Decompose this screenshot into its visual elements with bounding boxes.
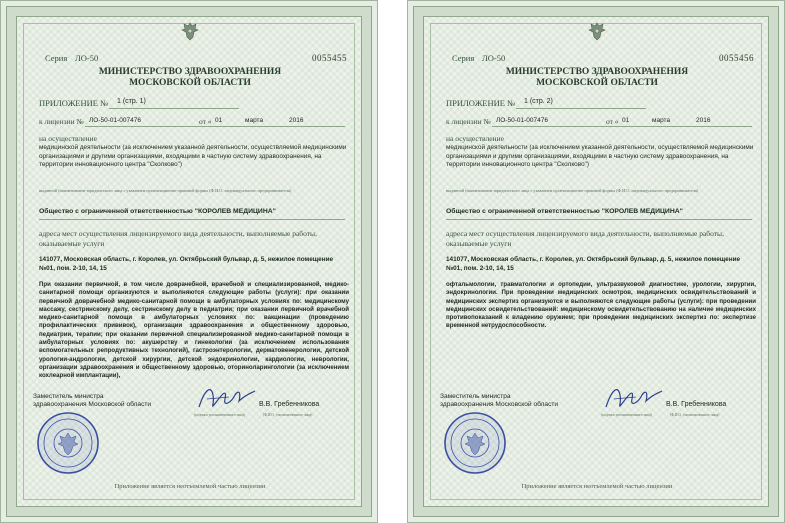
document-number: 0055456: [719, 53, 754, 63]
signatory-position: Заместитель министра здравоохранения Московской области: [33, 393, 152, 408]
series-label: Серия: [452, 53, 475, 63]
address-text: 141077, Московская область, г. Королев, ул. Октябрьский бульвар, д. 5, нежилое помещение №01, пом. 2-10, 14, 15: [446, 256, 741, 272]
ministry-line-2: МОСКОВСКОЙ ОБЛАСТИ: [536, 78, 658, 88]
stamp-icon: [36, 411, 100, 475]
works-text: При оказании первичной, в том числе доврачебной, врачебной и специализированной, медико-санитарной помощи организуются и выполняются следующие работы (услуги): при оказании первичной доврачебной медико-санитарной помощи в амбулаторных условиях по: медицинскому массажу, сестринскому делу, сестринскому делу в педиатрии; при оказании первичной врачебной медико-санитарной помощи в амбулаторных условиях по: вакцинации (проведению профилактических прививок), организации здравоохранения и общественному здоровью, педиатрии, терапии; при оказании первичной специализированной медико-санитарной помощи в амбулаторных условиях по: акушерству и гинекологии (за исключением использования вспомогательных репродуктивных технологий), гастроэнтерологии, дерматовенерологии, детской урологии-андрологии, детской хирургии, детской эндокринологии, кардиологии, неврологии, организации здравоохранения и общественному здоровью, оториноларингологии (за исключением кохлеарной имплантации),: [39, 281, 349, 380]
ministry-heading: [31, 67, 349, 89]
organization-name: Общество с ограниченной ответственностью "КОРОЛЕВ МЕДИЦИНА": [39, 208, 276, 215]
ministry-line-2: МОСКОВСКОЙ ОБЛАСТИ: [129, 78, 251, 88]
license-appendix-sheet-page-2: [407, 0, 785, 523]
activity-label: на осуществление: [39, 134, 97, 143]
year-value: 2016: [289, 117, 304, 124]
signatory-position: Заместитель министра здравоохранения Московской области: [440, 393, 559, 408]
footer-note: Приложение является неотъемлемой частью лицензии: [114, 483, 266, 490]
ministry-heading: [438, 67, 756, 89]
crest-icon: [588, 21, 606, 41]
month-value: марта: [245, 117, 264, 124]
license-label: к лицензии №: [446, 117, 491, 126]
places-label: адреса мест осуществления лицензируемого вида деятельности, выполняемые работы, оказываемые услуги: [39, 229, 317, 248]
from-label: от «: [199, 117, 212, 126]
appendix-label: ПРИЛОЖЕНИЕ №: [446, 98, 516, 108]
from-label: от «: [606, 117, 619, 126]
day-value: 01: [215, 117, 223, 124]
ministry-line-1: МИНИСТЕРСТВО ЗДРАВООХРАНЕНИЯ: [505, 67, 689, 77]
organization-rule: [39, 219, 345, 220]
license-rule: [85, 126, 345, 127]
day-value: 01: [622, 117, 630, 124]
appendix-value: 1 (стр. 2): [524, 98, 553, 105]
year-value: 2016: [696, 117, 711, 124]
footer-note: Приложение является неотъемлемой частью лицензии: [521, 483, 673, 490]
activity-text: медицинской деятельности (за исключением указанной деятельности, осуществляемой медицинскими организациями и другими организациями, входящими в частную систему здравоохранения, на территории инновационного центра "Сколково"): [446, 144, 754, 169]
name-caption: (Ф.И.О. уполномоченного лица): [670, 413, 720, 417]
issued-caption: выданной (наименование юридического лица с указанием организационно-правовой формы (Ф.И.О. индивидуального предпринимателя): [446, 188, 699, 193]
license-rule: [492, 126, 752, 127]
license-value: ЛО-50-01-007476: [89, 117, 141, 124]
series-value: ЛО-50: [482, 53, 506, 63]
name-caption: (Ф.И.О. уполномоченного лица): [263, 413, 313, 417]
month-value: марта: [652, 117, 671, 124]
appendix-rule: [516, 108, 646, 109]
appendix-value: 1 (стр. 1): [117, 98, 146, 105]
signature-caption: (подпись уполномоченного лица): [601, 413, 653, 417]
license-appendix-sheet-page-1: [0, 0, 378, 523]
works-text: офтальмологии, травматологии и ортопедии, ультразвуковой диагностике, урологии, хирургии, эндокринологии. При проведении медицинских осмотров, медицинских освидетельствований и медицинских экспертиз организуются и выполняются следующие работы (услуги): при проведении медицинских освидетельствований: медицинскому освидетельствованию на наличие медицинских противопоказаний к владению оружием; при проведении медицинских экспертиз по: экспертизе временной нетрудоспособности.: [446, 281, 756, 330]
ministry-line-1: МИНИСТЕРСТВО ЗДРАВООХРАНЕНИЯ: [98, 67, 282, 77]
series-label: Серия: [45, 53, 68, 63]
organization-name: Общество с ограниченной ответственностью "КОРОЛЕВ МЕДИЦИНА": [446, 208, 683, 215]
license-value: ЛО-50-01-007476: [496, 117, 548, 124]
document-number: 0055455: [312, 53, 347, 63]
crest-icon: [181, 21, 199, 41]
address-text: 141077, Московская область, г. Королев, ул. Октябрьский бульвар, д. 5, нежилое помещение №01, пом. 2-10, 14, 15: [39, 256, 334, 272]
places-label: адреса мест осуществления лицензируемого вида деятельности, выполняемые работы, оказываемые услуги: [446, 229, 724, 248]
signatory-name: В.В. Гребенникова: [666, 401, 727, 408]
activity-label: на осуществление: [446, 134, 504, 143]
issued-caption: выданной (наименование юридического лица с указанием организационно-правовой формы (Ф.И.О. индивидуального предпринимателя): [39, 188, 292, 193]
activity-text: медицинской деятельности (за исключением указанной деятельности, осуществляемой медицинскими организациями и другими организациями, входящими в частную систему здравоохранения, на территории инновационного центра "Сколково"): [39, 144, 347, 169]
series-value: ЛО-50: [75, 53, 99, 63]
signatory-name: В.В. Гребенникова: [259, 401, 320, 408]
signature-caption: (подпись уполномоченного лица): [194, 413, 246, 417]
appendix-label: ПРИЛОЖЕНИЕ №: [39, 98, 109, 108]
signature-icon: [602, 381, 664, 415]
signature-icon: [195, 381, 257, 415]
organization-rule: [446, 219, 752, 220]
appendix-rule: [109, 108, 239, 109]
license-label: к лицензии №: [39, 117, 84, 126]
stamp-icon: [443, 411, 507, 475]
